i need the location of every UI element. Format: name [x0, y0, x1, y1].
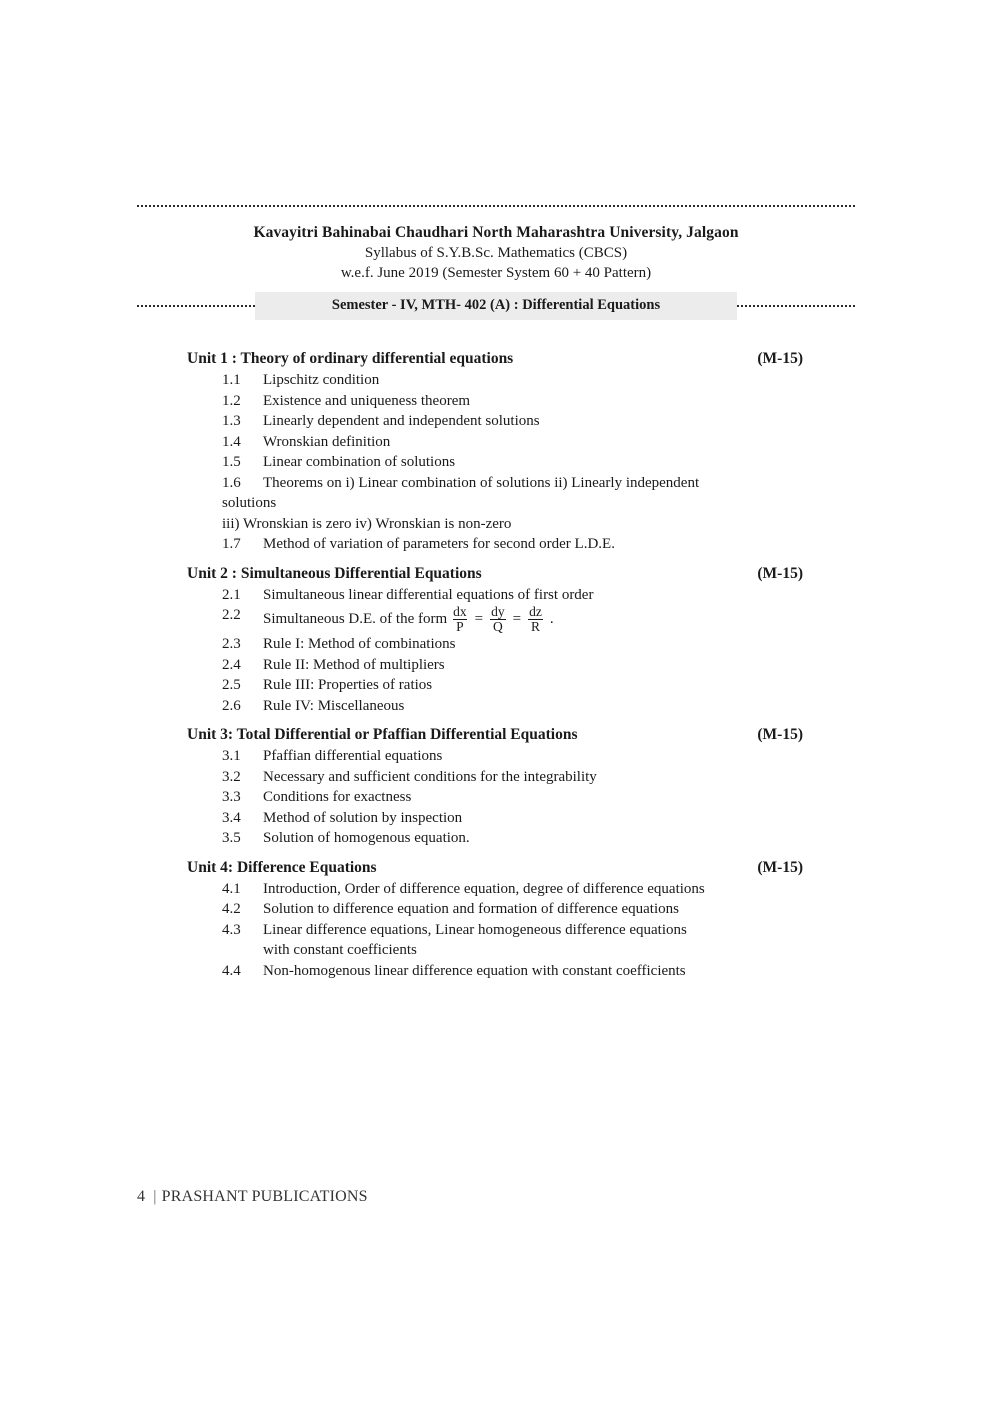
topic-text: Pfaffian differential equations: [263, 748, 443, 764]
unit-header: [137, 565, 855, 583]
topic-continuation: solutions: [222, 495, 277, 511]
fraction-dy-over-q: $\frac{dy}{Q}$: [491, 604, 505, 634]
topic-text: Conditions for exactness: [263, 789, 412, 805]
units-list: [137, 350, 855, 981]
topic-continuation: iii) Wronskian is zero iv) Wronskian is non-zero: [222, 515, 512, 532]
topic-number: 1.2: [222, 392, 241, 409]
topic-number: 1.4: [222, 433, 241, 450]
footer-page-number: 4: [137, 1188, 146, 1205]
topic-text: Solution to difference equation and formation of difference equations: [263, 901, 679, 917]
topic-row: [137, 452, 855, 473]
topic-number: 2.2: [222, 607, 241, 623]
topic-number: 3.5: [222, 830, 241, 846]
topic-text: Lipschitz condition: [263, 372, 380, 388]
topic-row: [137, 675, 855, 696]
topic-row: [137, 634, 855, 655]
topic-text: Rule I: Method of combinations: [263, 636, 456, 652]
unit-header: [137, 726, 855, 744]
topic-row: [137, 787, 855, 808]
unit-block: [137, 350, 855, 555]
unit-header: [137, 859, 855, 877]
topic-number: 2.6: [222, 697, 241, 714]
equals-sign: =: [474, 611, 484, 628]
topic-number: 1.7: [222, 536, 241, 552]
topic-row: [137, 473, 855, 494]
unit-block: [137, 859, 855, 982]
university-name: Kavayitri Bahinabai Chaudhari North Maharashtra University, Jalgaon: [253, 224, 739, 241]
topic-row: [137, 585, 855, 606]
topic-text: Linear difference equations, Linear homogeneous difference equations: [263, 921, 687, 938]
topic-number: 1.1: [222, 372, 241, 388]
topic-row: [137, 370, 855, 391]
topic-text: Method of solution by inspection: [263, 809, 463, 826]
unit-title: Unit 1 : Theory of ordinary differential equations: [187, 350, 514, 367]
unit-marks: (M-15): [757, 350, 803, 367]
syllabus-line: Syllabus of S.Y.B.Sc. Mathematics (CBCS): [364, 245, 628, 261]
topic-number: 3.2: [222, 768, 241, 785]
fraction-dx-over-p: $\frac{dx}{P}$: [453, 604, 467, 634]
topic-number: 1.3: [222, 413, 241, 429]
topic-number: 4.2: [222, 901, 241, 917]
topic-text: Method of variation of parameters for second order L.D.E.: [263, 536, 615, 552]
topic-text: Rule II: Method of multipliers: [263, 656, 445, 673]
topic-number: 3.1: [222, 748, 241, 764]
unit-marks: (M-15): [757, 858, 803, 876]
topic-text: Non-homogenous linear difference equation with constant coefficients: [263, 962, 686, 979]
formula-period: .: [549, 611, 554, 628]
topic-number: 2.4: [222, 656, 241, 673]
topic-row: [137, 411, 855, 432]
unit-block: [137, 726, 855, 849]
topic-text: Theorems on i) Linear combination of solutions ii) Linearly independent: [263, 474, 700, 491]
topic-number: 4.3: [222, 921, 241, 938]
topic-number: 3.4: [222, 809, 241, 826]
unit-title: Unit 4: Difference Equations: [187, 858, 377, 876]
topic-row: [137, 391, 855, 412]
topic-text: Solution of homogenous equation.: [263, 830, 470, 846]
topic-row-with-formula: [137, 605, 855, 634]
banner-dotted-right: [737, 305, 855, 307]
footer-separator: |: [153, 1188, 157, 1205]
banner-dotted-left: [137, 305, 255, 307]
topic-row: [137, 696, 855, 717]
effective-date-line: w.e.f. June 2019 (Semester System 60 + 40 Pattern): [340, 265, 652, 281]
topic-number: 4.1: [222, 880, 241, 897]
topic-text: [263, 605, 855, 634]
topic-text: Linear combination of solutions: [263, 454, 456, 470]
topic-row: [137, 767, 855, 788]
topic-number: 2.1: [222, 586, 241, 603]
topic-number: 1.5: [222, 454, 241, 470]
topic-row: [137, 879, 855, 900]
page-footer: [137, 1188, 368, 1206]
fraction-dz-over-r: $\frac{dz}{R}$: [529, 604, 542, 634]
topic-row: [137, 432, 855, 453]
unit-block: [137, 565, 855, 717]
topic-text: Introduction, Order of difference equation, degree of difference equations: [263, 880, 705, 897]
topic-row: [137, 961, 855, 982]
page-content: [137, 205, 855, 991]
topic-number: 2.5: [222, 677, 241, 693]
semester-banner: Semester - IV, MTH- 402 (A) : Differential Equations: [255, 292, 737, 320]
topic-text: Rule IV: Miscellaneous: [263, 697, 405, 714]
topic-text: Simultaneous linear differential equations of first order: [263, 586, 594, 603]
unit-title: Unit 3: Total Differential or Pfaffian Differential Equations: [187, 726, 578, 743]
unit-header: [137, 350, 855, 368]
topic-row: [137, 655, 855, 676]
topic-row: [137, 899, 855, 920]
topic-text: Rule III: Properties of ratios: [263, 677, 433, 693]
topic-row: [137, 920, 855, 941]
topic-row: [137, 534, 855, 555]
footer-publisher: PRASHANT PUBLICATIONS: [161, 1188, 368, 1205]
topic-row: [137, 746, 855, 767]
document-header: [137, 223, 855, 283]
topic-row: [137, 808, 855, 829]
topic-text: Necessary and sufficient conditions for the integrability: [263, 768, 597, 785]
topic-continuation: with constant coefficients: [263, 942, 417, 958]
unit-marks: (M-15): [757, 726, 803, 743]
topic-number: 4.4: [222, 962, 241, 979]
topic-text: Wronskian definition: [263, 433, 391, 450]
topic-text: Linearly dependent and independent solutions: [263, 413, 540, 429]
topic-number: 1.6: [222, 474, 241, 491]
unit-title: Unit 2 : Simultaneous Differential Equations: [187, 564, 482, 582]
topic-number: 2.3: [222, 636, 241, 652]
equals-sign: =: [512, 611, 522, 628]
topic-row: [137, 828, 855, 849]
unit-marks: (M-15): [757, 564, 803, 582]
topic-text-lead: Simultaneous D.E. of the form: [263, 611, 448, 628]
semester-banner-row: [137, 292, 855, 320]
topic-number: 3.3: [222, 789, 241, 805]
topic-text: Existence and uniqueness theorem: [263, 392, 471, 409]
top-dotted-rule: [137, 205, 855, 207]
